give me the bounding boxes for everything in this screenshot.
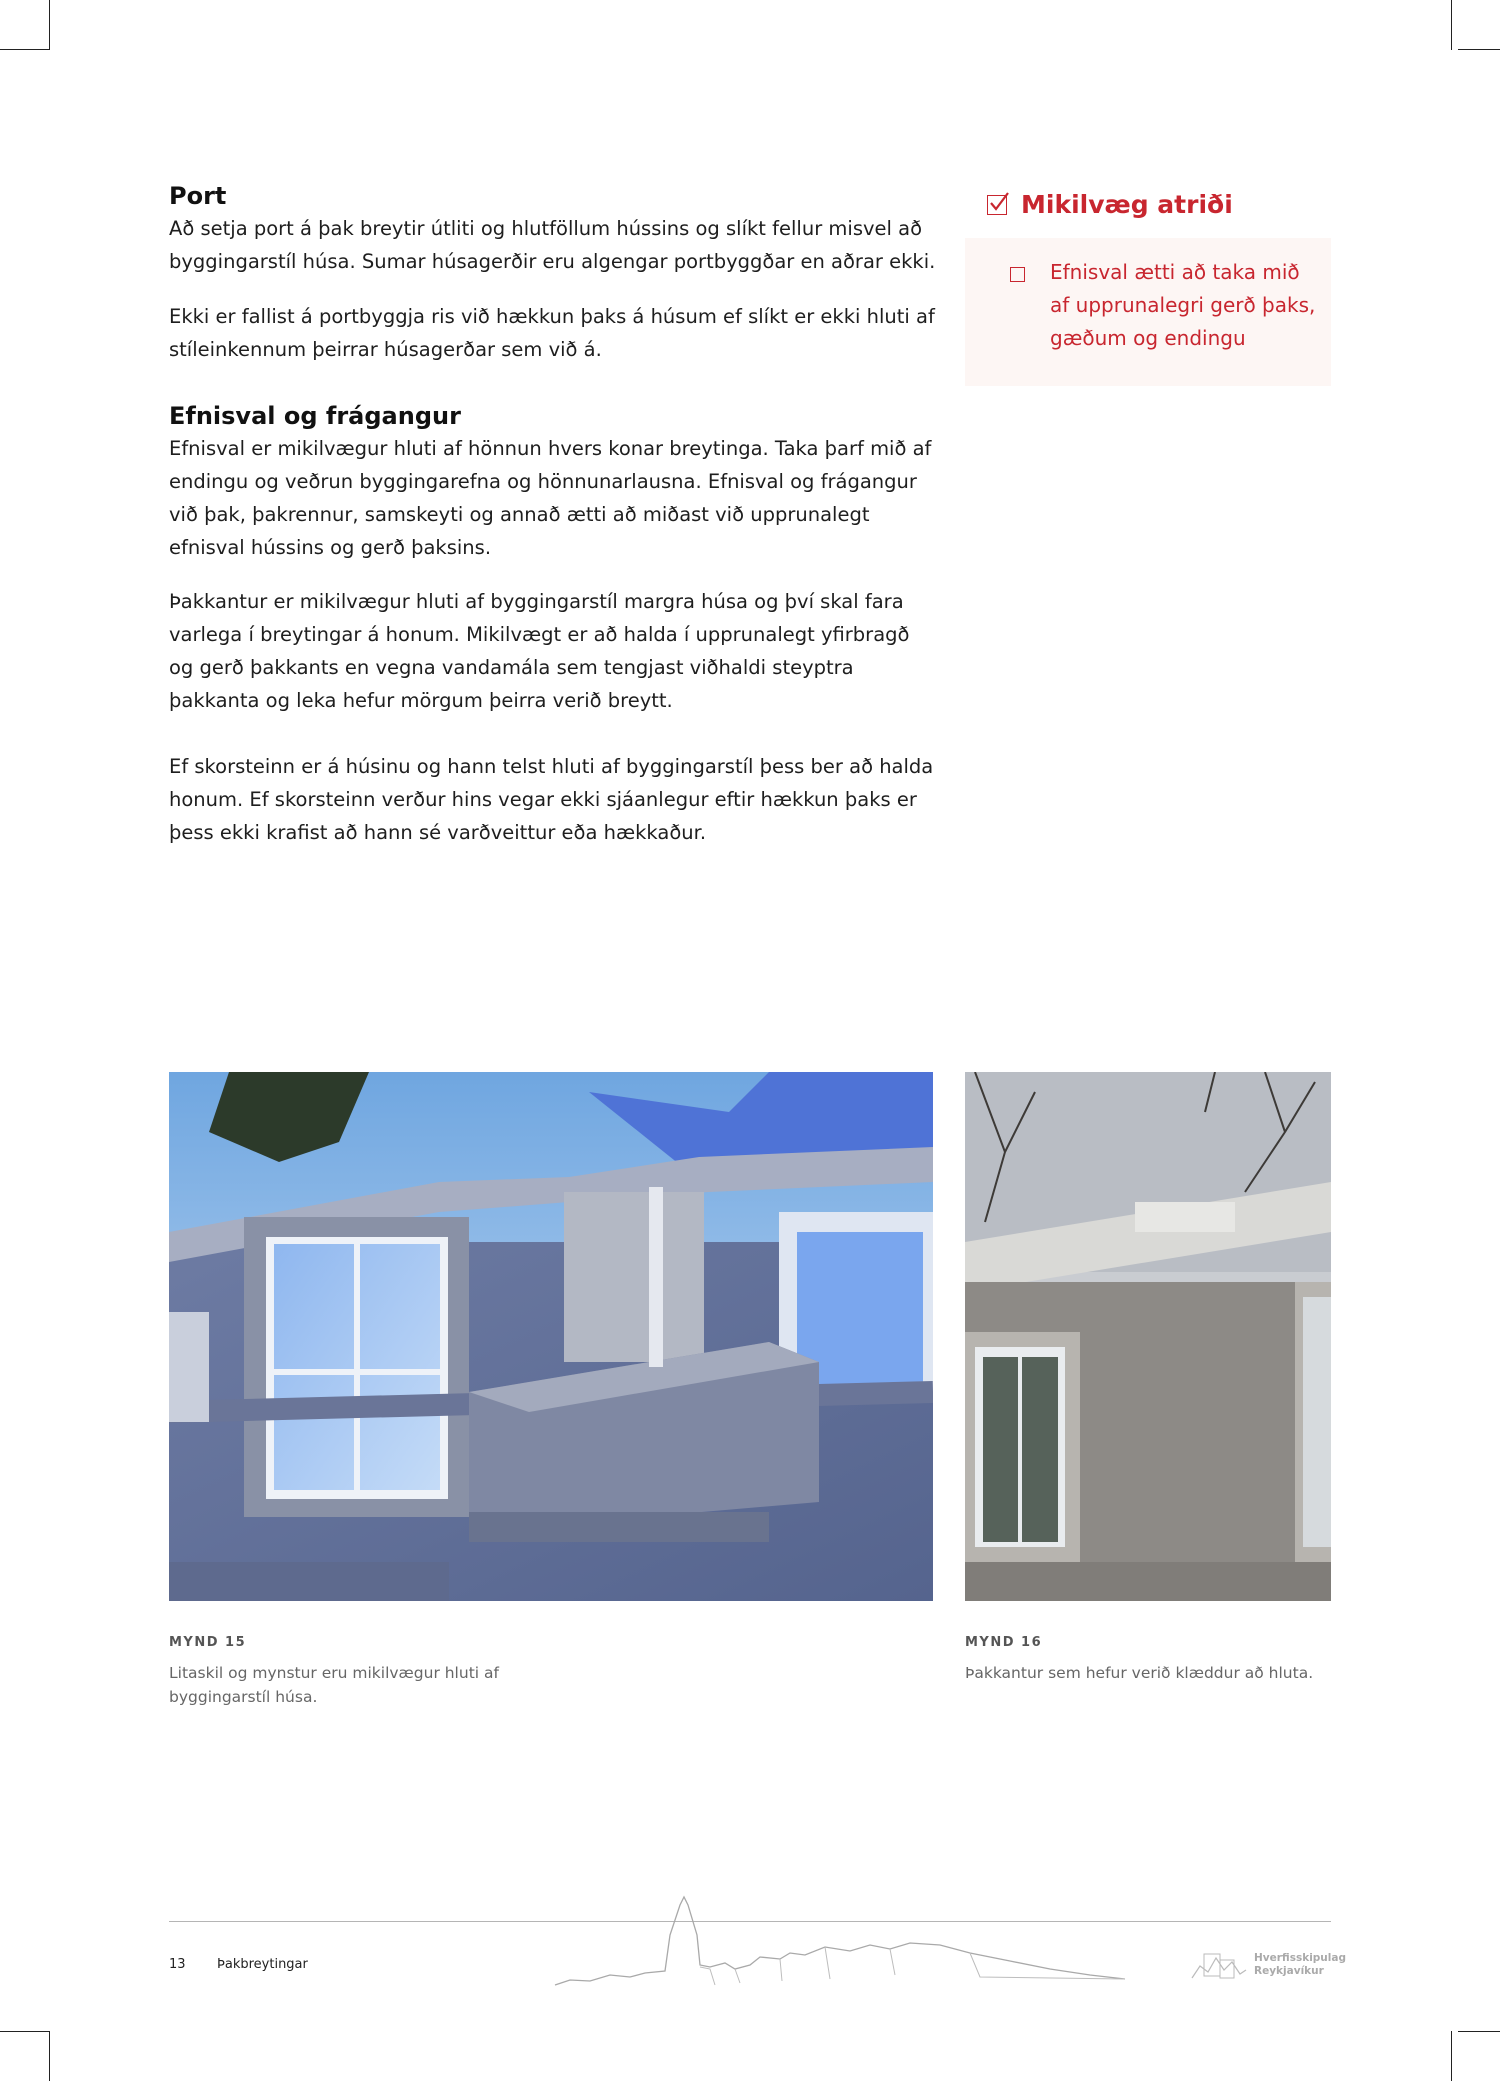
section-port: [169, 180, 939, 366]
aside-title-text: Mikilvæg atriði: [1021, 190, 1233, 219]
figure-16-text: Þakkantur sem hefur verið klæddur að hluta.: [965, 1664, 1314, 1682]
checkbox-checked-icon: [987, 195, 1007, 215]
paragraph: Þakkantur er mikilvægur hluti af byggingarstíl margra húsa og því skal fara varlega í breytingar á honum. Mikilvægt er að halda í upprunalegt yfirbragð og gerð þakkants en vegna vandamála sem tengjast viðhaldi steyptra þakkanta og leka hefur mörgum þeirra verið breytt.: [169, 590, 910, 712]
crop-mark: [1451, 2031, 1452, 2081]
figure-16-label: MYND 16: [965, 1635, 1043, 1650]
section-efnisval: [169, 400, 939, 849]
checkbox-empty-icon: [1010, 267, 1025, 282]
aside-item: Efnisval ætti að taka mið af upprunalegri gerð þaks, gæðum og endingu: [1050, 260, 1316, 350]
figure-15-photo: [169, 1072, 933, 1601]
crop-mark: [0, 2031, 50, 2032]
hverfisskipulag-logo: [1190, 1948, 1346, 1982]
page-number: 13: [169, 1957, 186, 1972]
crop-mark: [1451, 0, 1452, 50]
paragraph: Ef skorsteinn er á húsinu og hann telst hluti af byggingarstíl þess ber að halda honum. Ef skorsteinn verður hins vegar ekki sjáanlegur eftir hækkun þaks er þess ekki krafist að hann sé varðveittur eða hækkaður.: [169, 755, 934, 844]
crop-mark: [0, 49, 50, 50]
heading-port: Port: [169, 182, 227, 210]
logo-line-1: Hverfisskipulag: [1254, 1952, 1346, 1964]
paragraph: Ekki er fallist á portbyggja ris við hækkun þaks á húsum ef slíkt er ekki hluti af stíleinkennum þeirrar húsagerðar sem við á.: [169, 305, 935, 361]
logo-mark-icon: [1190, 1948, 1248, 1982]
crop-mark: [1458, 49, 1500, 50]
heading-efnisval: Efnisval og frágangur: [169, 402, 461, 430]
figure-16-photo: [965, 1072, 1331, 1601]
figure-16-caption: [965, 1626, 1331, 1685]
figure-15-caption: [169, 1626, 529, 1709]
aside-title: [987, 190, 1233, 219]
logo-line-2: Reykjavíkur: [1254, 1965, 1324, 1977]
paragraph: Að setja port á þak breytir útliti og hlutföllum hússins og slíkt fellur misvel að byggingarstíl húsa. Sumar húsagerðir eru algengar portbyggðar en aðrar ekki.: [169, 217, 936, 273]
paragraph: Efnisval er mikilvægur hluti af hönnun hvers konar breytinga. Taka þarf mið af endingu og veðrun byggingarefna og hönnunarlausna. Efnisval og frágangur við þak, þakrennur, samskeyti og annað ætti að miðast við upprunalegt efnisval hússins og gerð þaksins.: [169, 437, 932, 559]
figure-15-text: Litaskil og mynstur eru mikilvægur hluti af byggingarstíl húsa.: [169, 1664, 499, 1706]
skyline-illustration: [550, 1895, 1130, 1995]
crop-mark: [49, 0, 50, 50]
aside-box: [965, 238, 1331, 386]
crop-mark: [1458, 2031, 1500, 2032]
crop-mark: [49, 2031, 50, 2081]
figure-15-label: MYND 15: [169, 1635, 247, 1650]
footer-title: Þakbreytingar: [217, 1957, 308, 1972]
